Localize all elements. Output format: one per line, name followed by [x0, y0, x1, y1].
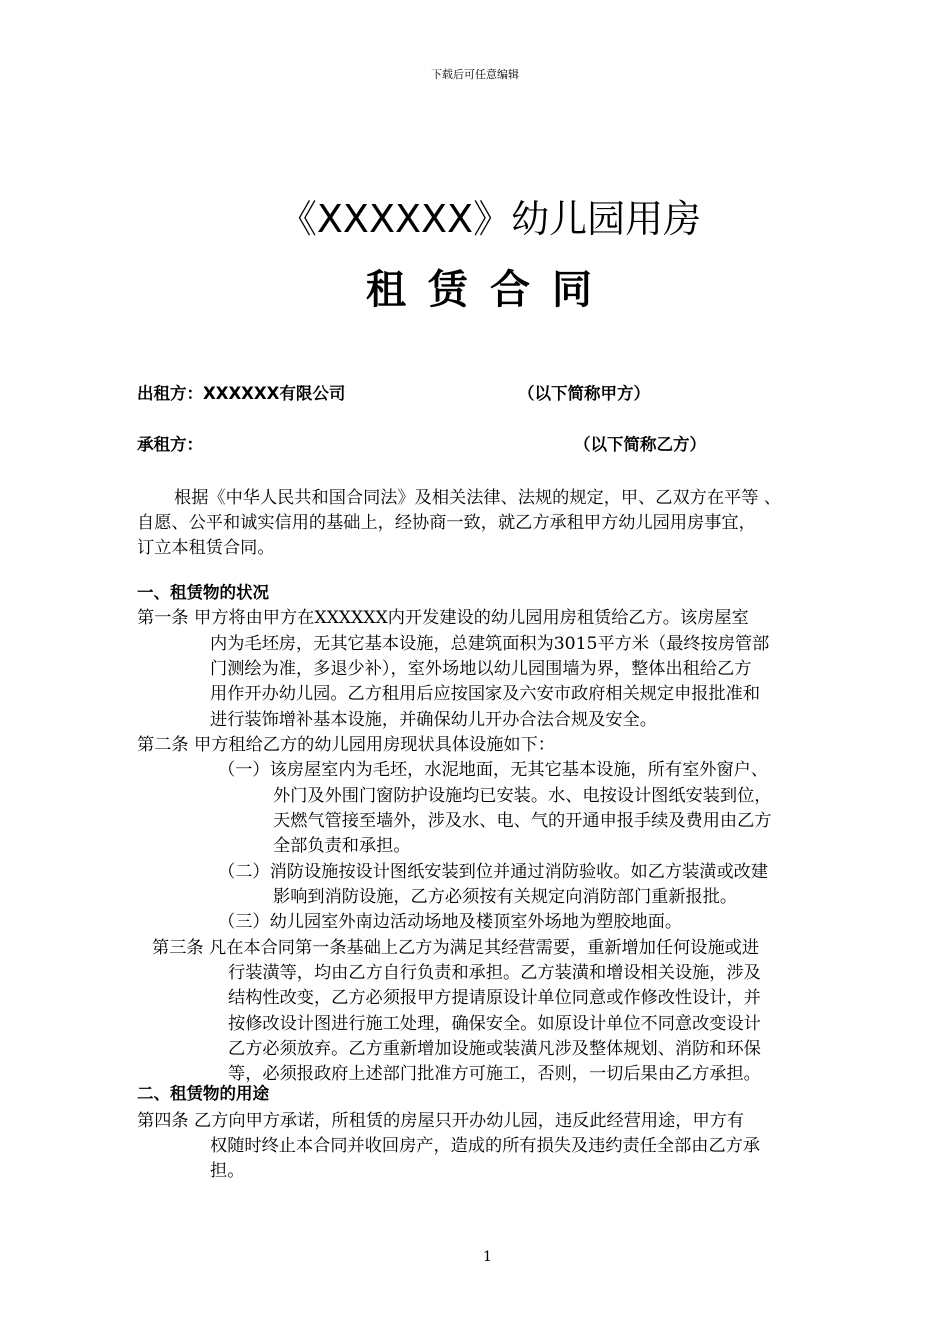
header-note: 下载后可任意编辑 [431, 68, 519, 81]
lessor-label: 出租方：XXXXXX有限公司 [137, 384, 346, 403]
page-number: 1 [483, 1249, 492, 1265]
article-line: 门测绘为准，多退少补），室外场地以幼儿园围墙为界，整体出租给乙方 [210, 659, 752, 679]
intro-line: 自愿、公平和诚实信用的基础上，经协商一致，就乙方承租甲方幼儿园用房事宜， [137, 513, 756, 533]
lessee-note: （以下简称乙方） [574, 435, 706, 454]
article-line: 结构性改变，乙方必须报甲方提请原设计单位同意或作修改性设计，并 [228, 988, 761, 1008]
article-line: 第一条 甲方将由甲方在XXXXXX内开发建设的幼儿园用房租赁给乙方。该房屋室 [137, 608, 749, 628]
contract-title: 《XXXXXX》幼儿园用房 [278, 197, 702, 241]
contract-subtitle: 租赁合同 [366, 267, 614, 313]
section-heading: 一、租赁物的状况 [137, 583, 269, 602]
article-line: 内为毛坯房，无其它基本设施，总建筑面积为3015平方米（最终按房管部 [210, 634, 770, 654]
article-item-line: （三）幼儿园室外南边活动场地及楼顶室外场地为塑胶地面。 [218, 912, 683, 932]
article-item-line: （二）消防设施按设计图纸安装到位并通过消防验收。如乙方装潢或改建 [218, 862, 769, 882]
intro-line: 订立本租赁合同。 [137, 538, 275, 558]
lessor-note: （以下简称甲方） [518, 384, 650, 403]
article-item-line: 外门及外围门窗防护设施均已安装。水、电按设计图纸安装到位， [273, 786, 772, 806]
article-line: 第四条 乙方向甲方承诺，所租赁的房屋只开办幼儿园，违反此经营用途，甲方有 [137, 1111, 745, 1131]
article-line: 用作开办幼儿园。乙方租用后应按国家及六安市政府相关规定申报批准和 [210, 684, 761, 704]
article-line: 按修改设计图进行施工处理，确保安全。如原设计单位不同意改变设计 [228, 1014, 761, 1034]
article-item-line: 全部负责和承担。 [273, 836, 411, 856]
lessee-label: 承租方： [137, 435, 203, 454]
article-item-line: （一）该房屋室内为毛坯，水泥地面，无其它基本设施，所有室外窗户、 [218, 760, 769, 780]
section-heading: 二、租赁物的用途 [137, 1084, 269, 1103]
article-line: 行装潢等，均由乙方自行负责和承担。乙方装潢和增设相关设施，涉及 [228, 963, 761, 983]
intro-line: 根据《中华人民共和国合同法》及相关法律、法规的规定，甲、乙双方在平等 、 [174, 488, 782, 508]
article-line: 乙方必须放弃。乙方重新增加设施或装潢凡涉及整体规划、消防和环保 [228, 1039, 761, 1059]
article-line: 第三条 凡在本合同第一条基础上乙方为满足其经营需要，重新增加任何设施或进 [152, 938, 760, 958]
article-line: 进行装饰增补基本设施，并确保幼儿开办合法合规及安全。 [210, 710, 657, 730]
article-item-line: 天燃气管接至墙外，涉及水、电、气的开通申报手续及费用由乙方 [273, 811, 772, 831]
article-item-line: 影响到消防设施，乙方必须按有关规定向消防部门重新报批。 [273, 887, 738, 907]
article-line: 等，必须报政府上述部门批准方可施工，否则，一切后果由乙方承担。 [228, 1064, 761, 1084]
article-line: 第二条 甲方租给乙方的幼儿园用房现状具体设施如下： [137, 735, 555, 755]
article-line: 权随时终止本合同并收回房产，造成的所有损失及违约责任全部由乙方承 [210, 1136, 761, 1156]
article-line: 担。 [210, 1161, 245, 1181]
